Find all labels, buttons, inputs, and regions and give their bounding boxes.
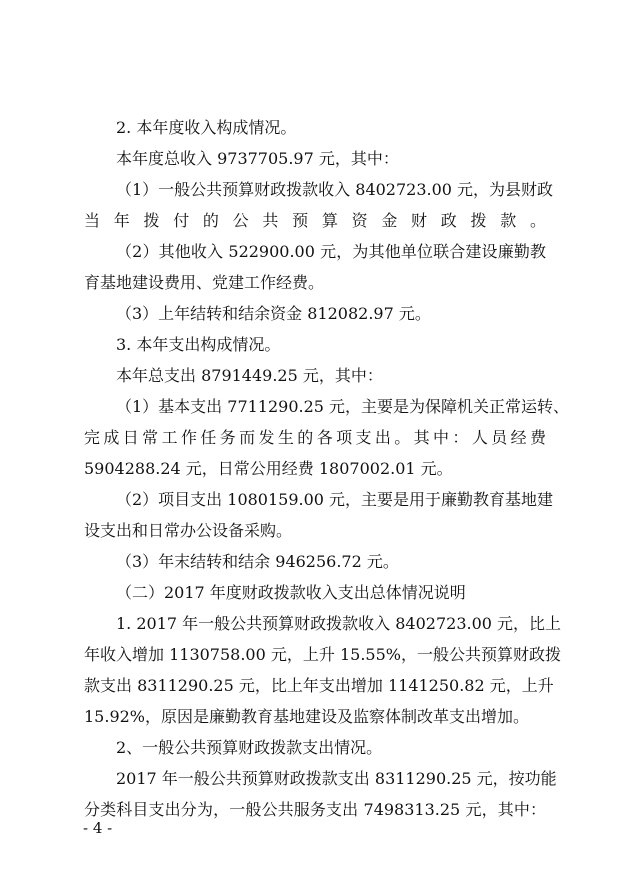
paragraph-line: 设支出和日常办公设备采购。 [84,521,293,540]
paragraph-line: 2017 年一般公共预算财政拨款支出 8311290.25 元，按功能 [116,769,557,788]
section-heading: （二）2017 年度财政拨款收入支出总体情况说明 [116,583,466,602]
page-number: - 4 - [83,819,113,837]
paragraph-line: （3）上年结转和结余资金 812082.97 元。 [116,304,431,323]
paragraph-line: （1）一般公共预算财政拨款收入 8402723.00 元，为县财政 [116,180,554,199]
paragraph-line: 分类科目支出分为，一般公共服务支出 7498313.25 元，其中： [84,800,546,819]
paragraph-line: （2）其他收入 522900.00 元，为其他单位联合建设廉勤教 [116,242,546,261]
paragraph-line: 1. 2017 年一般公共预算财政拨款收入 8402723.00 元，比上 [116,614,562,633]
paragraph-line: 本年度总收入 9737705.97 元，其中： [116,149,399,168]
paragraph-line: 2、一般公共预算财政拨款支出情况。 [116,738,383,757]
paragraph-line: 款支出 8311290.25 元，比上年支出增加 1141250.82 元，上升 [84,676,554,695]
paragraph-line: 育基地建设费用、党建工作经费。 [84,273,325,292]
paragraph-line: 3. 本年支出构成情况。 [116,335,281,354]
paragraph-line: 15.92%，原因是廉勤教育基地建设及监察体制改革支出增加。 [84,707,530,726]
paragraph-line: （2）项目支出 1080159.00 元，主要是用于廉勤教育基地建 [116,490,554,509]
paragraph-line: （3）年末结转和结余 946256.72 元。 [116,552,399,571]
paragraph-line: （1）基本支出 7711290.25 元，主要是为保障机关正常运转、 [116,397,570,416]
paragraph-line: 2. 本年度收入构成情况。 [116,118,297,137]
paragraph-line: 5904288.24 元，日常公用经费 1807002.01 元。 [84,459,453,478]
paragraph-line: 年收入增加 1130758.00 元，上升 15.55%，一般公共预算财政拨 [84,645,561,664]
paragraph-line: 本年总支出 8791449.25 元，其中： [116,366,383,385]
paragraph-line: 完成日常工作任务而发生的各项支出。其中：人员经费 [84,428,546,447]
paragraph-line: 当年拨付的公共预算资金财政拨款。 [84,211,546,230]
